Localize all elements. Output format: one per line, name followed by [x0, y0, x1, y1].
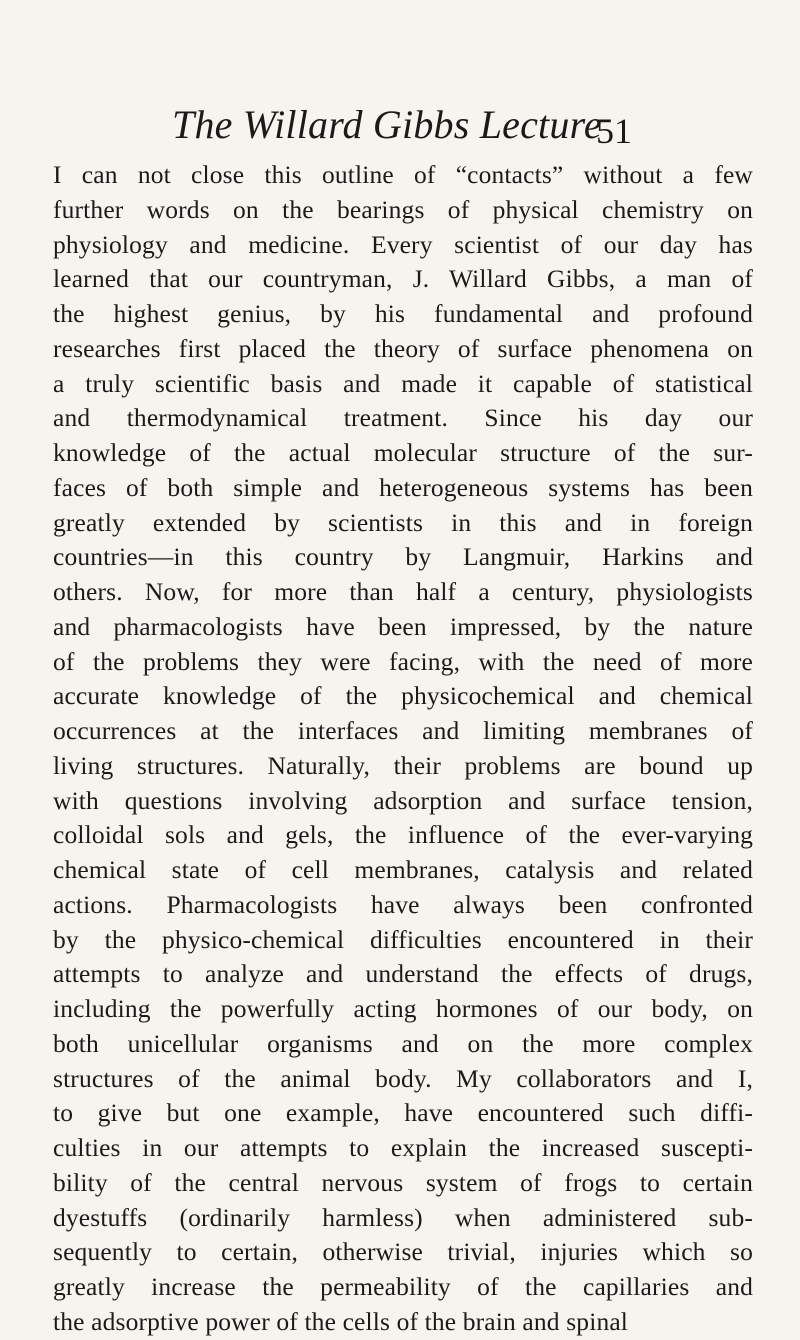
text-line: living structures. Naturally, their problems are bound up	[53, 750, 753, 780]
text-line: countries—in this country by Langmuir, Harkins and	[53, 542, 753, 572]
text-line: faces of both simple and heterogeneous systems has been	[53, 472, 753, 502]
text-line: colloidal sols and gels, the influence of the ever-varying	[53, 820, 753, 850]
text-line: learned that our countryman, J. Willard Gibbs, a man of	[53, 264, 753, 294]
text-line: including the powerfully acting hormones of our body, on	[53, 994, 753, 1023]
text-line: structures of the animal body. My collaborators and I,	[53, 1063, 753, 1093]
text-line: the adsorptive power of the cells of the brain and spinal	[53, 1306, 629, 1336]
text-line: physiology and medicine. Every scientist of our day has	[53, 229, 753, 259]
text-line: both unicellular organisms and on the more complex	[53, 1028, 753, 1058]
text-line: researches first placed the theory of surface phenomena on	[53, 333, 753, 363]
running-head-title: The Willard Gibbs Lecture	[172, 102, 602, 147]
text-line: knowledge of the actual molecular structure of the sur-	[53, 438, 753, 467]
text-line: the highest genius, by his fundamental and profound	[53, 299, 753, 328]
text-line: with questions involving adsorption and surface tension,	[53, 785, 753, 815]
text-line: actions. Pharmacologists have always been confronted	[53, 889, 753, 919]
page-number: 51	[596, 111, 632, 151]
text-line: culties in our attempts to explain the increased suscepti-	[53, 1133, 753, 1162]
text-line: chemical state of cell membranes, catalysis and related	[53, 855, 753, 884]
text-line: sequently to certain, otherwise trivial, injuries which so	[53, 1237, 753, 1267]
text-line: by the physico-chemical difficulties encountered in their	[53, 924, 753, 954]
text-line: dyestuffs (ordinarily harmless) when administered sub-	[53, 1202, 753, 1232]
text-line: further words on the bearings of physical chemistry on	[53, 194, 753, 224]
text-line: accurate knowledge of the physicochemical and chemical	[53, 681, 753, 711]
text-line: a truly scientific basis and made it capable of statistical	[53, 368, 753, 398]
body-paragraph	[53, 158, 753, 1340]
text-line: I can not close this outline of “contacts” without a few	[53, 160, 753, 189]
text-line: bility of the central nervous system of frogs to certain	[53, 1167, 753, 1197]
text-line: attempts to analyze and understand the effects of drugs,	[53, 959, 753, 989]
text-line: of the problems they were facing, with the need of more	[53, 646, 753, 676]
text-line: greatly extended by scientists in this and in foreign	[53, 507, 753, 537]
text-line: to give but one example, have encountered such diffi-	[53, 1098, 753, 1128]
running-head	[0, 100, 800, 150]
text-line: and pharmacologists have been impressed, by the nature	[53, 611, 753, 641]
text-line: greatly increase the permeability of the capillaries and	[53, 1272, 753, 1301]
text-line: others. Now, for more than half a century, physiologists	[53, 577, 753, 606]
text-line: occurrences at the interfaces and limiting membranes of	[53, 716, 753, 745]
text-line: and thermodynamical treatment. Since his day our	[53, 403, 753, 433]
